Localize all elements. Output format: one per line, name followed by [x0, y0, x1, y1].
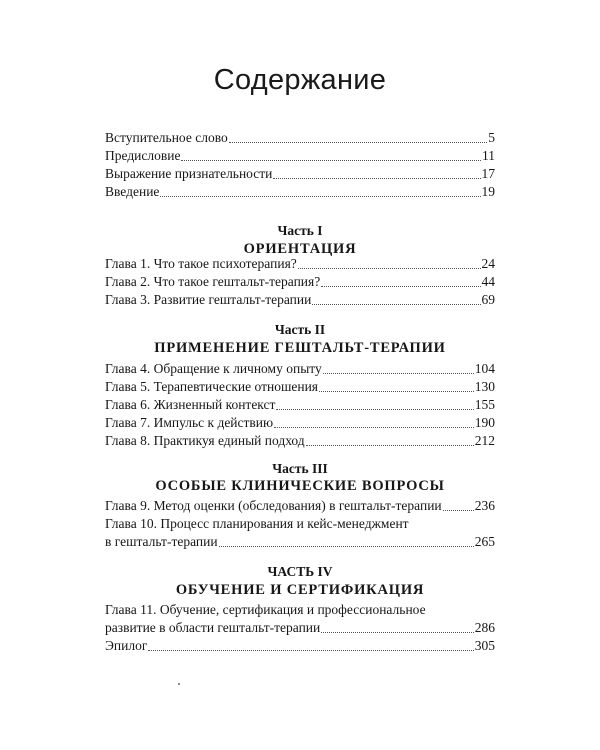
toc-entry-label: Эпилог [105, 638, 148, 653]
toc-entry-page: 265 [474, 534, 495, 549]
leader-dots [321, 632, 474, 633]
toc-entry-label: Предисловие [105, 148, 181, 163]
leader-dots [160, 196, 480, 197]
toc-entry-page: 24 [481, 256, 495, 271]
toc-entry-label: Вступительное слово [105, 130, 228, 145]
part-1-number: Часть I [277, 223, 323, 238]
toc-entry-chapter-1 [105, 255, 495, 273]
toc-entry-label: развитие в области гештальт-терапии [105, 620, 321, 635]
part-1-name: ОРИЕНТАЦИЯ [243, 241, 357, 257]
part-4-number: ЧАСТЬ IV [267, 564, 333, 579]
leader-dots [298, 268, 481, 269]
toc-entry-page: 190 [474, 415, 495, 430]
toc-entry-chapter-3 [105, 291, 495, 309]
leader-dots [229, 142, 488, 143]
toc-entry-page: 236 [474, 498, 495, 513]
toc-entry-acknowledgements [105, 165, 495, 183]
leader-dots [274, 427, 474, 428]
toc-entry-label: Глава 1. Что такое психотерапия? [105, 256, 297, 271]
toc-entry-label: в гештальт-терапии [105, 534, 218, 549]
leader-dots [181, 160, 481, 161]
toc-entry-chapter-8 [105, 432, 495, 450]
toc-entry-label: Глава 3. Развитие гештальт-терапии [105, 292, 312, 307]
toc-entry-label: Выражение признательности [105, 166, 273, 181]
toc-entry-label: Глава 6. Жизненный контекст [105, 397, 276, 412]
toc-entry-label: Глава 7. Импульс к действию [105, 415, 274, 430]
toc-entry-page: 69 [481, 292, 495, 307]
toc-entry-page: 212 [474, 433, 495, 448]
leader-dots [443, 510, 474, 511]
toc-entry-chapter-5 [105, 378, 495, 396]
toc-entry-label: Глава 8. Практикуя единый подход [105, 433, 305, 448]
toc-entry-page: 130 [474, 379, 495, 394]
scan-speck [178, 683, 180, 685]
toc-entry-page: 19 [481, 184, 495, 199]
toc-entry-foreword [105, 129, 495, 147]
toc-entry-page: 305 [474, 638, 495, 653]
leader-dots [323, 373, 474, 374]
toc-entry-page: 44 [481, 274, 495, 289]
part-3-number: Часть III [272, 461, 328, 476]
toc-entry-page: 5 [488, 130, 495, 145]
part-3-name: ОСОБЫЕ КЛИНИЧЕСКИЕ ВОПРОСЫ [155, 478, 445, 494]
toc-entry-chapter-6 [105, 396, 495, 414]
toc-entry-chapter-7 [105, 414, 495, 432]
leader-dots [276, 409, 473, 410]
toc-entry-epilogue [105, 637, 495, 655]
toc-entry-preface [105, 147, 495, 165]
leader-dots [319, 391, 474, 392]
toc-entry-label: Глава 4. Обращение к личному опыту [105, 361, 322, 376]
part-2-name: ПРИМЕНЕНИЕ ГЕШТАЛЬТ-ТЕРАПИИ [154, 340, 446, 356]
toc-entry-label: Глава 2. Что такое гештальт-терапия? [105, 274, 321, 289]
leader-dots [219, 546, 474, 547]
toc-entry-label: Глава 9. Метод оценки (обследования) в гештальт-терапии [105, 498, 442, 513]
toc-entry-page: 104 [474, 361, 495, 376]
toc-entry-page: 17 [481, 166, 495, 181]
toc-entry-chapter-9 [105, 497, 495, 515]
toc-entry-chapter-4 [105, 360, 495, 378]
toc-entry-page: 155 [474, 397, 495, 412]
leader-dots [306, 445, 474, 446]
toc-entry-introduction [105, 183, 495, 201]
toc-entry-label: Глава 5. Терапевтические отношения [105, 379, 319, 394]
toc-entry-chapter-10-line1: Глава 10. Процесс планирования и кейс-менеджмент [105, 516, 409, 531]
toc-entry-page: 11 [482, 148, 495, 163]
page-title: Содержание [213, 64, 387, 96]
part-4-name: ОБУЧЕНИЕ И СЕРТИФИКАЦИЯ [175, 582, 425, 598]
toc-entry-page: 286 [474, 620, 495, 635]
leader-dots [148, 650, 473, 651]
leader-dots [312, 304, 480, 305]
toc-entry-label: Введение [105, 184, 160, 199]
leader-dots [321, 286, 480, 287]
leader-dots [273, 178, 480, 179]
part-2-number: Часть II [274, 322, 326, 337]
toc-entry-chapter-10 [105, 533, 495, 551]
toc-entry-chapter-11 [105, 619, 495, 637]
toc-entry-chapter-2 [105, 273, 495, 291]
toc-entry-chapter-11-line1: Глава 11. Обучение, сертификация и профессиональное [105, 602, 426, 617]
